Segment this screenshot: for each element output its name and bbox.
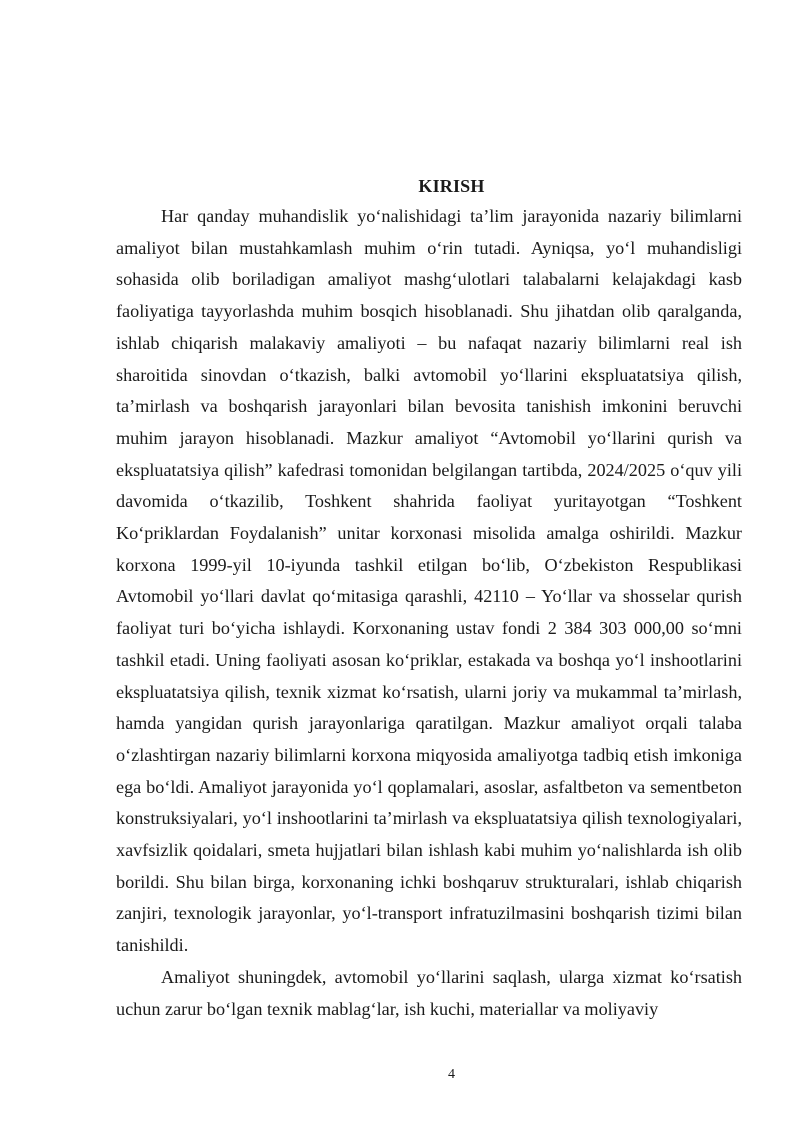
paragraph: Har qanday muhandislik yo‘nalishidagi ta’lim jarayonida nazariy bilimlarni amaliyot bilan mustahkamlash muhim o‘rin tutadi. Ayniqsa, yo‘l muhandisligi sohasida olib boriladigan amaliyot mashg‘ulotlari talabalarni kelajakdagi kasb faoliyatiga tayyorlashda muhim bosqich hisoblanadi. Shu jihatdan olib qaralganda, ishlab chiqarish malakaviy amaliyoti – bu nafaqat nazariy bilimlarni real ish sharoitida sinovdan o‘tkazish, balki avtomobil yo‘llarini ekspluatatsiya qilish, ta’mirlash va boshqarish jarayonlari bilan bevosita tanishish imkonini beruvchi muhim jarayon hisoblanadi. Mazkur amaliyot “Avtomobil yo‘llarini qurish va ekspluatatsiya qilish” kafedrasi tomonidan belgilangan tartibda, 2024/2025 o‘quv yili davomida o‘tkazilib, Toshkent shahrida faoliyat yuritayotgan “Toshkent Ko‘priklardan Foydalanish” unitar korxonasi misolida amalga oshirildi. Mazkur korxona 1999-yil 10-iyunda tashkil etilgan bo‘lib, O‘zbekiston Respublikasi Avtomobil yo‘llari davlat qo‘mitasiga qarashli, 42110 – Yo‘llar va shosselar qurish faoliyat turi bo‘yicha ishlaydi. Korxonaning ustav fondi 2 384 303 000,00 so‘mni tashkil etadi. Uning faoliyati asosan ko‘priklar, estakada va boshqa yo‘l inshootlarini ekspluatatsiya qilish, texnik xizmat ko‘rsatish, ularni joriy va mukammal ta’mirlash, hamda yangidan qurish jarayonlariga qaratilgan. Mazkur amaliyot orqali talaba o‘zlashtirgan nazariy bilimlarni korxona miqyosida amaliyotga tadbiq etish imkoniga ega bo‘ldi. Amaliyot jarayonida yo‘l qoplamalari, asoslar, asfaltbeton va sementbeton konstruksiyalari, yo‘l inshootlarini ta’mirlash va ekspluatatsiya qilish texnologiyalari, xavfsizlik qoidalari, smeta hujjatlari bilan ishlash kabi muhim yo‘nalishlarda ish olib borildi. Shu bilan birga, korxonaning ichki boshqaruv strukturalari, ishlab chiqarish zanjiri, texnologik jarayonlar, yo‘l-transport infratuzilmasini boshqarish tizimi bilan tanishildi.	[116, 206, 742, 956]
paragraph: Amaliyot shuningdek, avtomobil yo‘llarini saqlash, ularga xizmat ko‘rsatish uchun zarur bo‘lgan texnik mablag‘lar, ish kuchi, materiallar va moliyaviy	[116, 966, 742, 1019]
page-number: 4	[448, 1067, 455, 1082]
section-heading: KIRISH	[418, 176, 485, 196]
body-text	[116, 201, 742, 1025]
